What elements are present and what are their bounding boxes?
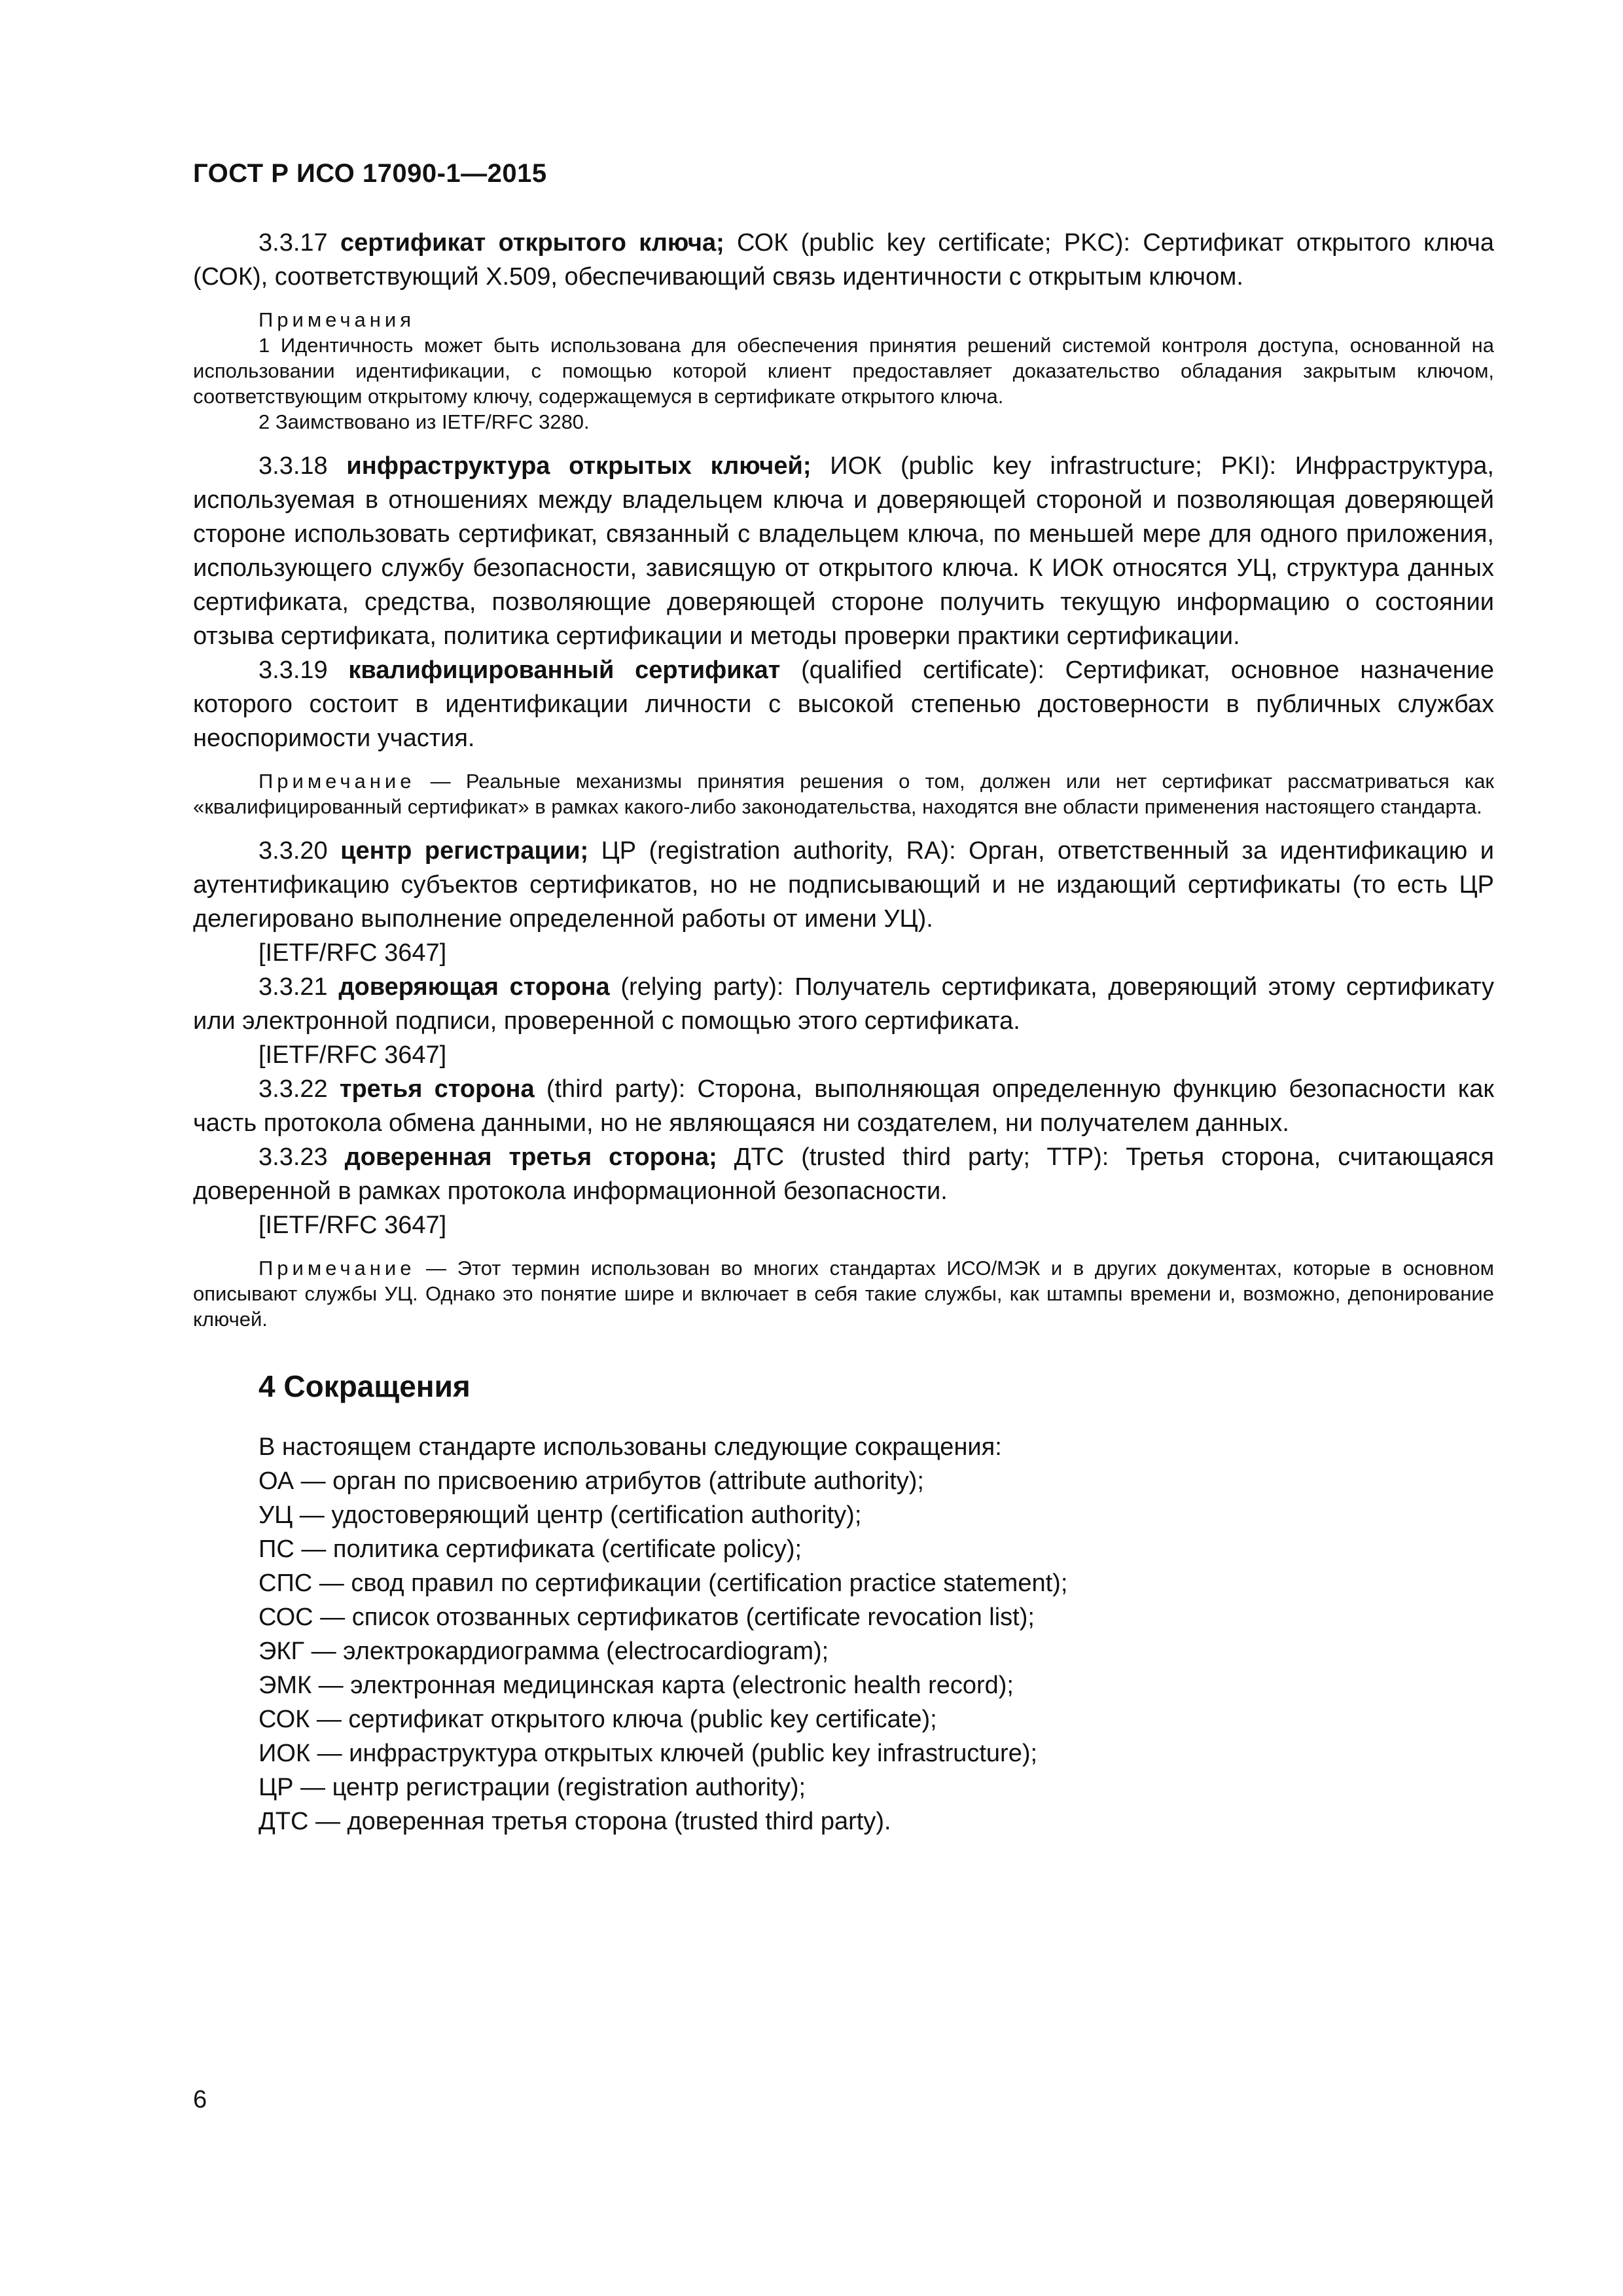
clause-number: 3.3.23	[259, 1143, 345, 1171]
list-item: СОС — список отозванных сертификатов (certificate revocation list);	[259, 1604, 1035, 1631]
clause-number: 3.3.18	[259, 452, 347, 480]
definition-text: (third party): Сторона, выполняющая определенную функцию безопасности как часть протокола обмена данными, но не являющаяся ни создателем, ни получателем данных.	[193, 1075, 1494, 1137]
definition-text: ИОК (public key infrastructure; PKI): Инфраструктура, используемая в отношениях между владельцем ключа и доверяющей стороной и позволяющая доверяющей стороне использовать сертификат, связанный с владельцем ключа, по меньшей мере для одного приложения, использующего службу безопасности, зависящую от открытого ключа. К ИОК относятся УЦ, структура данных сертификата, средства, позволяющие доверяющей стороне получить текущую информацию о состоянии отзыва сертификата, политика сертификации и методы проверки практики сертификации.	[193, 452, 1494, 650]
list-item: ЭМК — электронная медицинская карта (electronic health record);	[259, 1672, 1014, 1699]
abbreviations-list	[193, 1430, 1494, 1839]
list-item: СОК — сертификат открытого ключа (public key certificate);	[259, 1706, 937, 1733]
reference-3-3-21: [IETF/RFC 3647]	[259, 1041, 447, 1069]
note-label: Примечание	[259, 770, 416, 793]
term: сертификат открытого ключа;	[340, 229, 724, 257]
list-item: УЦ — удостоверяющий центр (certification authority);	[259, 1501, 862, 1529]
list-item: ОА — орган по присвоению атрибутов (attribute authority);	[259, 1467, 924, 1495]
definition-3-3-20	[193, 834, 1494, 936]
note-3-3-23	[193, 1255, 1494, 1332]
abbreviations-intro: В настоящем стандарте использованы следующие сокращения:	[259, 1433, 1002, 1461]
document-header: ГОСТ Р ИСО 17090-1—2015	[193, 159, 547, 188]
definition-3-3-22	[193, 1072, 1494, 1140]
clause-number: 3.3.22	[259, 1075, 340, 1103]
term: доверяющая сторона	[338, 973, 610, 1001]
section-heading: 4 Сокращения	[259, 1369, 471, 1403]
term: квалифицированный сертификат	[348, 656, 781, 684]
definition-text: (qualified certificate): Сертификат, основное назначение которого состоит в идентификации личности с высокой степенью достоверности в публичных службах неоспоримости участия.	[193, 656, 1494, 752]
term: доверенная третья сторона;	[344, 1143, 717, 1171]
note-3-3-19	[193, 768, 1494, 819]
note-paragraph	[193, 768, 1494, 819]
notes-title: Примечания	[259, 308, 415, 331]
clause-number: 3.3.20	[259, 837, 341, 865]
note-text: — Реальные механизмы принятия решения о том, должен или нет сертификат рассматриваться как «квалифицированный сертификат» в рамках какого-либо законодательства, находятся вне области применения настоящего стандарта.	[193, 770, 1494, 818]
note-label: Примечание	[259, 1257, 416, 1280]
list-item: ПС — политика сертификата (certificate policy);	[259, 1535, 802, 1563]
clause-number: 3.3.21	[259, 973, 339, 1001]
note-paragraph	[193, 1255, 1494, 1332]
definition-3-3-18	[193, 449, 1494, 653]
term: третья сторона	[339, 1075, 535, 1103]
clause-number: 3.3.17	[259, 229, 340, 257]
reference-3-3-20: [IETF/RFC 3647]	[259, 939, 447, 967]
list-item: ИОК — инфраструктура открытых ключей (public key infrastructure);	[259, 1740, 1038, 1767]
definition-text: ДТС (trusted third party; TTP): Третья сторона, считающаяся доверенной в рамках протокола информационной безопасности.	[193, 1143, 1494, 1205]
clause-number: 3.3.19	[259, 656, 349, 684]
definition-text: ЦР (registration authority, RA): Орган, ответственный за идентификацию и аутентификацию субъектов сертификатов, но не подписывающий и не издающий сертификаты (то есть ЦР делегировано выполнение определенной работы от имени УЦ).	[193, 837, 1494, 933]
reference-3-3-23: [IETF/RFC 3647]	[259, 1211, 447, 1239]
definition-3-3-21	[193, 970, 1494, 1038]
term: центр регистрации;	[340, 837, 589, 865]
list-item: СПС — свод правил по сертификации (certification practice statement);	[259, 1570, 1068, 1597]
page-number: 6	[193, 2086, 207, 2113]
definition-3-3-23	[193, 1140, 1494, 1208]
definition-text: (relying party): Получатель сертификата, доверяющий этому сертификату или электронной подписи, проверенной с помощью этого сертификата.	[193, 973, 1494, 1035]
document-body	[193, 226, 1494, 1839]
note-1: 1 Идентичность может быть использована для обеспечения принятия решений системой контроля доступа, основанной на использовании идентификации, с помощью которой клиент предоставляет доказательство обладания закрытым ключом, соответствующим открытому ключу, содержащемуся в сертификате открытого ключа.	[193, 334, 1494, 408]
note-2: 2 Заимствовано из IETF/RFC 3280.	[259, 410, 590, 433]
definition-3-3-19	[193, 653, 1494, 755]
list-item: ДТС — доверенная третья сторона (trusted third party).	[259, 1808, 891, 1835]
list-item: ЦР — центр регистрации (registration authority);	[259, 1774, 806, 1801]
list-item: ЭКГ — электрокардиограмма (electrocardiogram);	[259, 1638, 829, 1665]
note-text: — Этот термин использован во многих стандартах ИСО/МЭК и в других документах, которые в основном описывают службы УЦ. Однако это понятие шире и включает в себя такие службы, как штампы времени и, возможно, депонирование ключей.	[193, 1257, 1494, 1331]
definition-3-3-17	[193, 226, 1494, 294]
definition-text: СОК (public key certificate; PKC): Сертификат открытого ключа (СОК), соответствующий X.509, обеспечивающий связь идентичности с открытым ключом.	[193, 229, 1494, 291]
notes-3-3-17	[193, 307, 1494, 435]
term: инфраструктура открытых ключей;	[346, 452, 812, 480]
